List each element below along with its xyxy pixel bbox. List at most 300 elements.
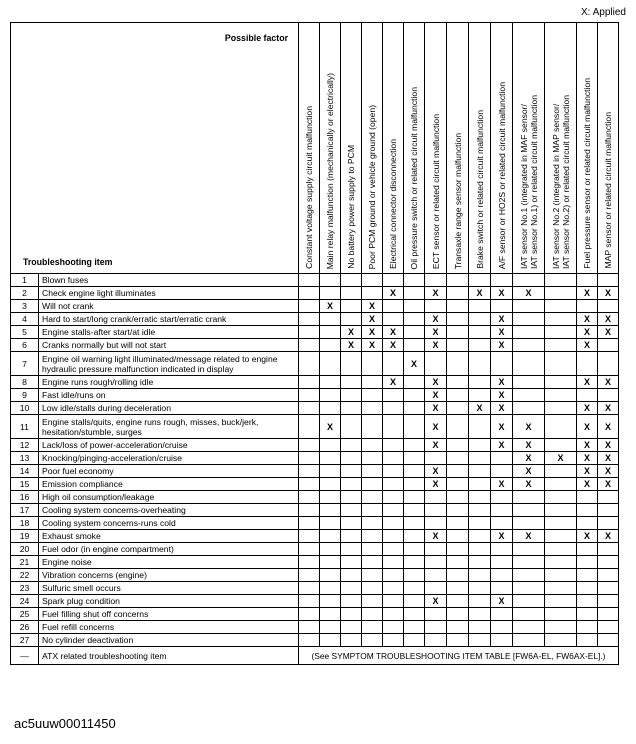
table-row (11, 595, 619, 608)
empty-cell (341, 543, 362, 556)
empty-cell (491, 352, 513, 376)
factor-header-10 (491, 23, 513, 274)
applied-mark: X (491, 478, 513, 491)
applied-mark: X (425, 402, 447, 415)
applied-mark: X (577, 415, 598, 439)
empty-cell (299, 608, 320, 621)
empty-cell (362, 504, 383, 517)
empty-cell (362, 582, 383, 595)
empty-cell (425, 517, 447, 530)
applied-mark: X (491, 287, 513, 300)
empty-cell (577, 389, 598, 402)
empty-cell (341, 313, 362, 326)
empty-cell (545, 491, 577, 504)
troubleshooting-item: Engine stalls-after start/at idle (39, 326, 299, 339)
empty-cell (545, 389, 577, 402)
empty-cell (469, 621, 491, 634)
empty-cell (404, 478, 425, 491)
factor-label: A/F sensor or HO2S or related circuit malfunction (496, 81, 507, 269)
empty-cell (341, 491, 362, 504)
empty-cell (404, 300, 425, 313)
applied-mark: X (513, 478, 545, 491)
empty-cell (545, 415, 577, 439)
empty-cell (404, 621, 425, 634)
empty-cell (299, 376, 320, 389)
factor-label: Electrical connector disconnection (388, 139, 398, 269)
empty-cell (362, 517, 383, 530)
empty-cell (320, 530, 341, 543)
empty-cell (491, 465, 513, 478)
row-number: 18 (11, 517, 39, 530)
troubleshooting-item: Vibration concerns (engine) (39, 569, 299, 582)
empty-cell (362, 439, 383, 452)
troubleshooting-item: Fast idle/runs on (39, 389, 299, 402)
factor-header-4 (362, 23, 383, 274)
applied-mark: X (598, 465, 619, 478)
factor-label: Main relay malfunction (mechanically or electrically) (325, 72, 335, 269)
empty-cell (545, 300, 577, 313)
empty-cell (299, 595, 320, 608)
factor-label: Poor PCM ground or vehicle ground (open) (367, 104, 377, 269)
applied-mark: X (491, 595, 513, 608)
troubleshooting-item: Engine stalls/quits, engine runs rough, misses, buck/jerk, hesitation/stumble, surges (39, 415, 299, 439)
empty-cell (447, 313, 469, 326)
empty-cell (320, 274, 341, 287)
empty-cell (362, 621, 383, 634)
empty-cell (383, 313, 404, 326)
applied-mark: X (513, 465, 545, 478)
empty-cell (299, 352, 320, 376)
empty-cell (577, 634, 598, 647)
empty-cell (404, 326, 425, 339)
empty-cell (577, 274, 598, 287)
empty-cell (447, 569, 469, 582)
row-number: 20 (11, 543, 39, 556)
empty-cell (598, 517, 619, 530)
empty-cell (320, 582, 341, 595)
empty-cell (341, 582, 362, 595)
table-row (11, 326, 619, 339)
empty-cell (383, 465, 404, 478)
empty-cell (491, 517, 513, 530)
table-row (11, 504, 619, 517)
empty-cell (299, 415, 320, 439)
empty-cell (362, 530, 383, 543)
empty-cell (545, 556, 577, 569)
empty-cell (545, 352, 577, 376)
empty-cell (299, 439, 320, 452)
empty-cell (447, 478, 469, 491)
empty-cell (447, 556, 469, 569)
applied-mark: X (577, 287, 598, 300)
empty-cell (577, 504, 598, 517)
empty-cell (299, 543, 320, 556)
empty-cell (513, 402, 545, 415)
empty-cell (320, 634, 341, 647)
empty-cell (447, 287, 469, 300)
applied-mark: X (425, 287, 447, 300)
row-number: 13 (11, 452, 39, 465)
empty-cell (469, 389, 491, 402)
empty-cell (362, 465, 383, 478)
empty-cell (545, 569, 577, 582)
empty-cell (404, 339, 425, 352)
empty-cell (341, 415, 362, 439)
empty-cell (513, 569, 545, 582)
applied-mark: X (425, 595, 447, 608)
empty-cell (447, 517, 469, 530)
empty-cell (513, 556, 545, 569)
row-number: 16 (11, 491, 39, 504)
empty-cell (299, 634, 320, 647)
empty-cell (341, 389, 362, 402)
empty-cell (320, 478, 341, 491)
empty-cell (513, 300, 545, 313)
empty-cell (362, 478, 383, 491)
empty-cell (362, 452, 383, 465)
empty-cell (341, 595, 362, 608)
empty-cell (404, 465, 425, 478)
applied-mark: X (469, 402, 491, 415)
empty-cell (545, 339, 577, 352)
empty-cell (320, 621, 341, 634)
empty-cell (469, 465, 491, 478)
troubleshooting-table (10, 22, 619, 665)
empty-cell (425, 621, 447, 634)
row-number: 22 (11, 569, 39, 582)
empty-cell (491, 274, 513, 287)
empty-cell (469, 634, 491, 647)
row-number: 17 (11, 504, 39, 517)
empty-cell (404, 556, 425, 569)
empty-cell (320, 376, 341, 389)
empty-cell (491, 634, 513, 647)
row-number: 21 (11, 556, 39, 569)
applied-mark: X (491, 439, 513, 452)
empty-cell (469, 595, 491, 608)
factor-header-9 (469, 23, 491, 274)
empty-cell (383, 352, 404, 376)
empty-cell (299, 556, 320, 569)
empty-cell (598, 300, 619, 313)
applied-mark: X (598, 287, 619, 300)
empty-cell (513, 543, 545, 556)
empty-cell (469, 608, 491, 621)
applied-mark: X (513, 415, 545, 439)
troubleshooting-item: High oil consumption/leakage (39, 491, 299, 504)
empty-cell (341, 504, 362, 517)
troubleshooting-item: Cranks normally but will not start (39, 339, 299, 352)
empty-cell (491, 608, 513, 621)
applied-mark: X (425, 415, 447, 439)
table-row (11, 415, 619, 439)
empty-cell (447, 402, 469, 415)
empty-cell (383, 569, 404, 582)
row-number: 9 (11, 389, 39, 402)
empty-cell (598, 556, 619, 569)
empty-cell (383, 300, 404, 313)
empty-cell (299, 300, 320, 313)
empty-cell (491, 556, 513, 569)
empty-cell (404, 608, 425, 621)
troubleshooting-item: Blown fuses (39, 274, 299, 287)
applied-mark: X (425, 389, 447, 402)
empty-cell (491, 543, 513, 556)
empty-cell (469, 439, 491, 452)
empty-cell (598, 274, 619, 287)
empty-cell (577, 556, 598, 569)
empty-cell (362, 556, 383, 569)
empty-cell (469, 376, 491, 389)
empty-cell (577, 491, 598, 504)
empty-cell (545, 376, 577, 389)
empty-cell (362, 376, 383, 389)
empty-cell (383, 491, 404, 504)
applied-mark: X (383, 339, 404, 352)
table-row (11, 634, 619, 647)
empty-cell (469, 352, 491, 376)
row-number: 15 (11, 478, 39, 491)
table-row (11, 608, 619, 621)
empty-cell (545, 313, 577, 326)
empty-cell (425, 556, 447, 569)
empty-cell (469, 415, 491, 439)
empty-cell (577, 582, 598, 595)
row-number: 19 (11, 530, 39, 543)
applied-mark: X (362, 313, 383, 326)
empty-cell (404, 582, 425, 595)
empty-cell (341, 452, 362, 465)
empty-cell (425, 491, 447, 504)
empty-cell (513, 621, 545, 634)
empty-cell (320, 595, 341, 608)
row-number: 26 (11, 621, 39, 634)
empty-cell (545, 608, 577, 621)
legend-applied: X: Applied (580, 7, 626, 18)
row-number: 2 (11, 287, 39, 300)
empty-cell (404, 415, 425, 439)
empty-cell (425, 569, 447, 582)
empty-cell (299, 569, 320, 582)
table-row (11, 517, 619, 530)
empty-cell (513, 326, 545, 339)
applied-mark: X (545, 452, 577, 465)
troubleshooting-item: Low idle/stalls during deceleration (39, 402, 299, 415)
table-row (11, 452, 619, 465)
empty-cell (545, 465, 577, 478)
empty-cell (491, 300, 513, 313)
applied-mark: X (577, 465, 598, 478)
empty-cell (491, 491, 513, 504)
empty-cell (320, 465, 341, 478)
empty-cell (545, 274, 577, 287)
empty-cell (425, 352, 447, 376)
empty-cell (404, 569, 425, 582)
empty-cell (447, 504, 469, 517)
empty-cell (447, 274, 469, 287)
empty-cell (341, 621, 362, 634)
empty-cell (299, 402, 320, 415)
empty-cell (425, 504, 447, 517)
empty-cell (577, 300, 598, 313)
empty-cell (383, 517, 404, 530)
empty-cell (341, 478, 362, 491)
row-number: 24 (11, 595, 39, 608)
empty-cell (362, 569, 383, 582)
applied-mark: X (425, 478, 447, 491)
troubleshooting-table-wrapper (10, 22, 619, 665)
empty-cell (447, 452, 469, 465)
troubleshooting-item: Cooling system concerns-overheating (39, 504, 299, 517)
empty-cell (513, 595, 545, 608)
applied-mark: X (577, 530, 598, 543)
empty-cell (299, 313, 320, 326)
empty-cell (383, 402, 404, 415)
applied-mark: X (491, 376, 513, 389)
empty-cell (299, 274, 320, 287)
row-number: 1 (11, 274, 39, 287)
header-row (11, 23, 619, 274)
empty-cell (404, 517, 425, 530)
empty-cell (545, 439, 577, 452)
empty-cell (513, 274, 545, 287)
empty-cell (362, 389, 383, 402)
factor-label: No battery power supply to PCM (346, 145, 356, 269)
empty-cell (447, 582, 469, 595)
applied-mark: X (491, 326, 513, 339)
empty-cell (320, 439, 341, 452)
empty-cell (341, 556, 362, 569)
empty-cell (513, 608, 545, 621)
empty-cell (469, 300, 491, 313)
empty-cell (404, 530, 425, 543)
empty-cell (545, 504, 577, 517)
table-row (11, 339, 619, 352)
row-number: 27 (11, 634, 39, 647)
empty-cell (383, 389, 404, 402)
empty-cell (362, 402, 383, 415)
troubleshooting-item: Lack/loss of power-acceleration/cruise (39, 439, 299, 452)
empty-cell (513, 504, 545, 517)
empty-cell (598, 352, 619, 376)
empty-cell (299, 504, 320, 517)
empty-cell (425, 300, 447, 313)
empty-cell (577, 569, 598, 582)
empty-cell (299, 452, 320, 465)
empty-cell (598, 389, 619, 402)
applied-mark: X (383, 326, 404, 339)
applied-mark: X (491, 415, 513, 439)
applied-mark: X (577, 339, 598, 352)
empty-cell (513, 634, 545, 647)
empty-cell (362, 287, 383, 300)
applied-mark: X (491, 313, 513, 326)
empty-cell (447, 621, 469, 634)
applied-mark: X (425, 530, 447, 543)
empty-cell (513, 352, 545, 376)
applied-mark: X (341, 339, 362, 352)
applied-mark: X (598, 376, 619, 389)
factor-label: Oil pressure switch or related circuit malfunction (409, 86, 419, 269)
applied-mark: X (425, 339, 447, 352)
empty-cell (404, 376, 425, 389)
table-row (11, 491, 619, 504)
empty-cell (447, 634, 469, 647)
applied-mark: X (577, 478, 598, 491)
applied-mark: X (469, 287, 491, 300)
row-number: 5 (11, 326, 39, 339)
empty-cell (447, 326, 469, 339)
applied-mark: X (425, 465, 447, 478)
empty-cell (383, 608, 404, 621)
factor-header-3 (341, 23, 362, 274)
empty-cell (425, 582, 447, 595)
empty-cell (469, 556, 491, 569)
table-row (11, 543, 619, 556)
applied-mark: X (425, 313, 447, 326)
empty-cell (447, 339, 469, 352)
row-number: 6 (11, 339, 39, 352)
applied-mark: X (425, 326, 447, 339)
header-corner-cell (11, 23, 299, 274)
empty-cell (299, 582, 320, 595)
empty-cell (545, 634, 577, 647)
empty-cell (447, 352, 469, 376)
empty-cell (299, 621, 320, 634)
applied-mark: X (598, 478, 619, 491)
empty-cell (320, 402, 341, 415)
table-row (11, 376, 619, 389)
troubleshooting-item: Sulfuric smell occurs (39, 582, 299, 595)
troubleshooting-item: Hard to start/long crank/erratic start/erratic crank (39, 313, 299, 326)
empty-cell (341, 300, 362, 313)
empty-cell (491, 504, 513, 517)
empty-cell (447, 415, 469, 439)
troubleshooting-item: Engine runs rough/rolling idle (39, 376, 299, 389)
empty-cell (383, 504, 404, 517)
empty-cell (469, 582, 491, 595)
empty-cell (341, 376, 362, 389)
troubleshooting-item: Fuel odor (in engine compartment) (39, 543, 299, 556)
empty-cell (404, 287, 425, 300)
empty-cell (447, 543, 469, 556)
empty-cell (341, 530, 362, 543)
empty-cell (469, 478, 491, 491)
applied-mark: X (598, 530, 619, 543)
row-number: 11 (11, 415, 39, 439)
empty-cell (341, 465, 362, 478)
empty-cell (341, 352, 362, 376)
empty-cell (545, 530, 577, 543)
applied-mark: X (598, 439, 619, 452)
factor-label: Fuel pressure sensor or related circuit malfunction (582, 78, 592, 269)
empty-cell (383, 634, 404, 647)
empty-cell (383, 452, 404, 465)
troubleshooting-item: Poor fuel economy (39, 465, 299, 478)
empty-cell (362, 634, 383, 647)
empty-cell (362, 352, 383, 376)
row-number: 23 (11, 582, 39, 595)
row-number: 7 (11, 352, 39, 376)
empty-cell (425, 634, 447, 647)
empty-cell (404, 634, 425, 647)
empty-cell (469, 339, 491, 352)
empty-cell (320, 339, 341, 352)
empty-cell (469, 491, 491, 504)
empty-cell (513, 582, 545, 595)
empty-cell (404, 595, 425, 608)
applied-mark: X (383, 287, 404, 300)
